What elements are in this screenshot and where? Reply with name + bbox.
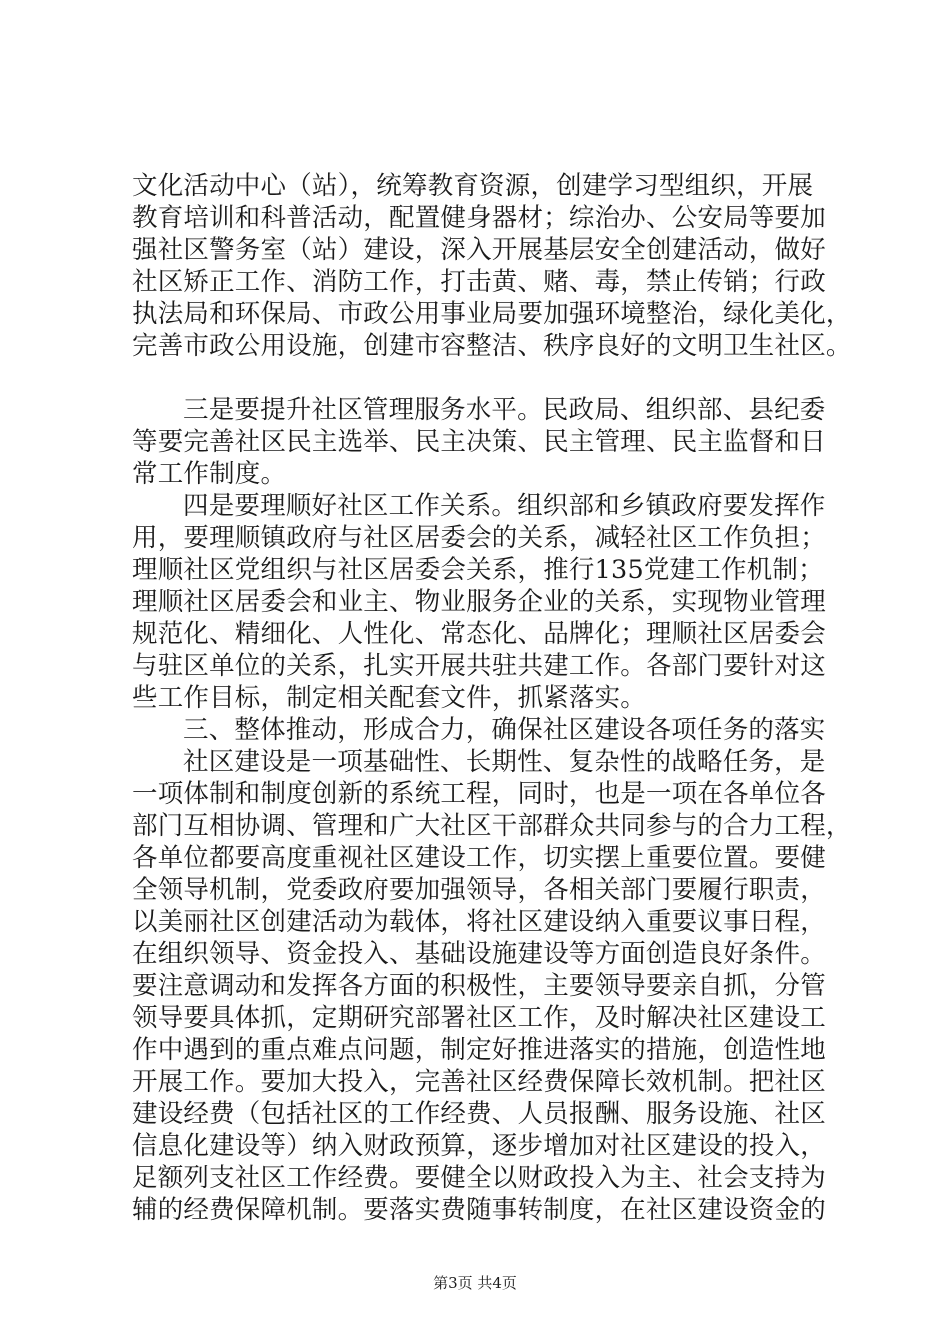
text-line: 足额列支社区工作经费。要健全以财政投入为主、社会支持为 xyxy=(132,1163,826,1193)
blank-line xyxy=(132,362,832,394)
text-line: 等要完善社区民主选举、民主决策、民主管理、民主监督和日 xyxy=(132,427,826,457)
text-line: 信息化建设等）纳入财政预算，逐步增加对社区建设的投入， xyxy=(132,1131,826,1161)
text-line: 在组织领导、资金投入、基础设施建设等方面创造良好条件。 xyxy=(132,939,826,969)
text-line: 与驻区单位的关系，扎实开展共驻共建工作。各部门要针对这 xyxy=(132,651,826,681)
text-line: 常工作制度。 xyxy=(132,459,287,489)
text-line: 辅的经费保障机制。要落实费随事转制度，在社区建设资金的 xyxy=(132,1195,826,1225)
document-body xyxy=(132,170,852,1226)
page-footer: 第3页 共4页 xyxy=(433,1274,517,1292)
text-line: 开展工作。要加大投入，完善社区经费保障长效机制。把社区 xyxy=(132,1067,826,1097)
text-line: 规范化、精细化、人性化、常态化、品牌化；理顺社区居委会 xyxy=(132,619,826,649)
text-line: 部门互相协调、管理和广大社区干部群众共同参与的合力工程， xyxy=(132,811,852,841)
text-line: 理顺社区党组织与社区居委会关系，推行135党建工作机制； xyxy=(132,555,824,585)
text-line: 教育培训和科普活动，配置健身器材；综治办、公安局等要加 xyxy=(132,203,826,233)
text-line: 强社区警务室（站）建设，深入开展基层安全创建活动，做好 xyxy=(132,235,826,265)
text-line: 领导要具体抓，定期研究部署社区工作，及时解决社区建设工 xyxy=(132,1003,826,1033)
text-line: 以美丽社区创建活动为载体，将社区建设纳入重要议事日程， xyxy=(132,907,826,937)
text-line: 用，要理顺镇政府与社区居委会的关系，减轻社区工作负担； xyxy=(132,523,826,553)
text-line: 要注意调动和发挥各方面的积极性，主要领导要亲自抓，分管 xyxy=(132,971,826,1001)
text-line: 建设经费（包括社区的工作经费、人员报酬、服务设施、社区 xyxy=(132,1099,826,1129)
text-line: 社区矫正工作、消防工作，打击黄、赌、毒，禁止传销；行政 xyxy=(132,267,826,297)
text-line: 社区建设是一项基础性、长期性、复杂性的战略任务，是 xyxy=(183,747,826,777)
text-line: 四是要理顺好社区工作关系。组织部和乡镇政府要发挥作 xyxy=(183,491,826,521)
text-line: 执法局和环保局、市政公用事业局要加强环境整治，绿化美化， xyxy=(132,299,852,329)
text-line: 一项体制和制度创新的系统工程，同时，也是一项在各单位各 xyxy=(132,779,826,809)
text-line: 理顺社区居委会和业主、物业服务企业的关系，实现物业管理 xyxy=(132,587,826,617)
text-line: 全领导机制，党委政府要加强领导，各相关部门要履行职责， xyxy=(132,875,826,905)
text-line: 作中遇到的重点难点问题，制定好推进落实的措施，创造性地 xyxy=(132,1035,826,1065)
text-line: 完善市政公用设施，创建市容整洁、秩序良好的文明卫生社区。 xyxy=(132,331,852,361)
text-line: 各单位都要高度重视社区建设工作，切实摆上重要位置。要健 xyxy=(132,843,826,873)
text-line: 些工作目标，制定相关配套文件，抓紧落实。 xyxy=(132,683,647,713)
text-line: 三是要提升社区管理服务水平。民政局、组织部、县纪委 xyxy=(183,395,826,425)
text-line: 文化活动中心（站），统筹教育资源，创建学习型组织，开展 xyxy=(132,171,814,201)
text-line: 三、整体推动，形成合力，确保社区建设各项任务的落实 xyxy=(183,715,826,745)
